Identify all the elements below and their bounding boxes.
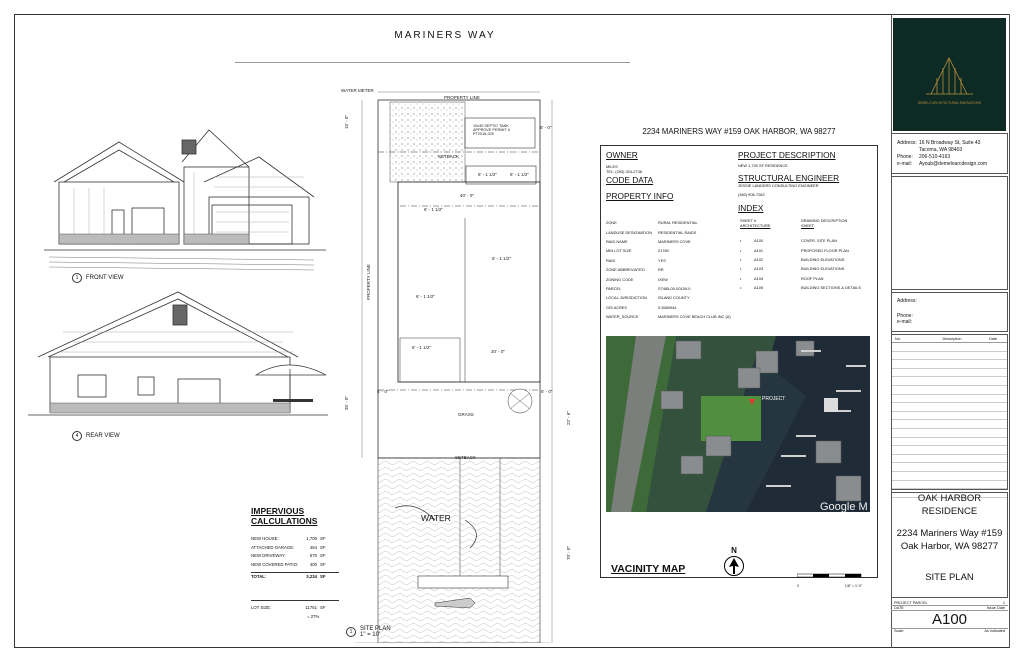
front-view-number: 1 <box>72 273 82 283</box>
engineer-name: JESSIE LANDERS CONSULTING ENGINEER <box>738 183 819 188</box>
project-address: 2234 Mariners Way #159 Oak Harbor, WA 98277 <box>896 528 1003 552</box>
index-row: • A103 BUILDING ELEVATIONS <box>740 266 845 272</box>
setback-lower-label: SETBACK <box>455 455 477 460</box>
site-plan-number: 1 <box>346 627 356 637</box>
dim-left-1: 15' - 0" <box>344 115 349 129</box>
dim-right-3: 70' - 0" <box>566 546 571 560</box>
property-row: ZONE ABBREVIATED RR <box>606 267 664 273</box>
project-address-title: 2234 MARINERS WAY #159 OAK HARBOR, WA 98277 <box>642 127 836 136</box>
property-row: ZONING CODE IXEW <box>606 276 668 282</box>
property-line-left-label: PROPERTY LINE <box>366 264 371 300</box>
firm-name: DEMELO ARCHITECTURAL INNOVATIONS <box>917 101 982 105</box>
street-title: MARINERS WAY <box>394 30 496 41</box>
septic-note: 10x30 SEPTIC TANK APPROVE PERMIT # PT2016-025 <box>473 124 510 136</box>
dim-house-6: 6' - 1 1/2" <box>412 345 431 350</box>
imp-row: NEW COVERED PATIO: 400 SF <box>251 562 326 568</box>
firm-logo <box>893 18 1006 131</box>
imp-row: ATTACHED GARAGE: 464 SF <box>251 544 326 550</box>
imp-total: TOTAL: 3,234 SF <box>251 573 326 579</box>
index-row: • A105 BUILDING SECTIONS & DETAILS <box>740 285 862 291</box>
front-elevation-drawing <box>44 122 326 272</box>
dim-right-setback: 5' - 0" <box>541 389 553 394</box>
property-table <box>606 218 736 321</box>
dim-house-width: 40' - 0" <box>460 193 474 198</box>
property-row: LANDUSE DESIGNATION RESIDENTIAL RAIDS <box>606 229 697 235</box>
firm-logo-icon <box>893 18 1006 131</box>
site-plan-label <box>346 626 391 638</box>
owner-block <box>606 150 731 201</box>
dim-left-2: 35' - 0" <box>344 396 349 410</box>
setback-label: SETBACK <box>438 154 460 159</box>
property-info-heading: PROPERTY INFO <box>606 191 674 201</box>
street-line <box>235 62 630 63</box>
sheet-title: SITE PLAN <box>925 572 974 583</box>
vicinity-map-title: VACINITY MAP <box>611 563 686 575</box>
structural-engineer-heading: STRUCTURAL ENGINEER <box>738 173 840 183</box>
rear-view-number: 4 <box>72 431 82 441</box>
north-arrow <box>723 546 745 582</box>
dim-house-7: 20' - 0" <box>491 349 505 354</box>
dim-house-4: 6' - 1 1/2" <box>492 256 511 261</box>
imp-row: NEW HOUSE: 1,700 SF <box>251 536 326 541</box>
project-name: OAK HARBOR RESIDENCE <box>917 493 982 517</box>
rear-view-title: REAR VIEW <box>86 433 120 439</box>
dim-right-2: 22' - 6" <box>566 411 571 425</box>
map-project-label: PROJECT <box>762 396 786 402</box>
scale-bar <box>797 566 862 588</box>
property-line-label: PROPERTY LINE <box>444 95 480 100</box>
aerial-map-image <box>606 336 870 512</box>
dim-right-1: 5' - 0" <box>540 125 552 130</box>
grass-label: GRASS <box>458 412 474 417</box>
rear-view-label <box>72 431 120 441</box>
client-contact: Phone: e-mail: <box>897 313 913 325</box>
index-row: • A101 PROPOSED FLOOR PLAN <box>740 247 849 253</box>
property-row: RAID YES <box>606 257 666 263</box>
index-header: SHEET # ARCHITECTURE DRAWING DESCRIPTION SHEET <box>740 218 848 228</box>
site-plan-title: SITE PLAN <box>360 626 391 632</box>
project-description-text: NEW 1,700 SF RESIDENCE <box>738 163 788 168</box>
dim-house-3: 6' - 1 1/2" <box>424 207 443 212</box>
front-view-label <box>72 273 124 283</box>
site-plan-scale: 1" = 10' <box>360 632 381 638</box>
owner-name: MILES <box>606 164 618 169</box>
property-row: PARCEL S7485-00-00159-0 <box>606 285 691 291</box>
property-row: RAID NAME MARINERS COVE <box>606 238 691 244</box>
dim-house-2: 6' - 1 1/2" <box>510 172 529 177</box>
index-table <box>740 218 875 292</box>
imp-percent: = 27% <box>307 614 320 620</box>
revision-header: No. Description Date <box>892 335 1007 343</box>
imp-lot-size: LOT SIZE: 11761 SF <box>251 605 326 611</box>
property-row: WATER_SOURCE MARINERS COVE BEACH CLUB INC (A) <box>606 314 731 320</box>
impervious-calculations <box>251 506 371 619</box>
scale-bar-graphic <box>797 573 862 579</box>
property-row: LOCAL JURISDICTION ISLAND COUNTY <box>606 295 690 301</box>
revision-table <box>891 334 1008 490</box>
water-meter-label: WATER METER <box>341 88 374 93</box>
index-row: • A104 ROOF PLAN <box>740 275 824 281</box>
front-view-title: FRONT VIEW <box>86 275 124 281</box>
north-label: N <box>731 546 737 555</box>
water-label: WATER <box>421 513 451 523</box>
aerial-map <box>606 336 870 512</box>
property-row: GIS ACRES 0.2680944 <box>606 304 677 310</box>
dim-left-setback: 5' - 0" <box>377 389 389 394</box>
index-row: • A100 COVER, SITE PLAN <box>740 238 837 244</box>
dim-house-1: 6' - 1 1/2" <box>478 172 497 177</box>
index-row: • A102 BUILDING ELEVATIONS <box>740 256 845 262</box>
index-heading: INDEX <box>738 203 764 213</box>
rear-elevation-drawing <box>28 287 328 427</box>
owner-tel: TEL: (253) 324-2738 <box>606 169 642 174</box>
map-watermark: Google M <box>820 501 868 512</box>
north-arrow-icon <box>723 555 745 577</box>
property-row: MIN LOT SIZE 21780 <box>606 248 669 254</box>
firm-contact: Address: 16 N Broadway St, Suite 43 Tacoma, WA 98403 Phone: 206-510-4163 e-mail: Ayoub@demeloarcdesign.com <box>897 140 988 167</box>
blank-box <box>891 176 1008 290</box>
impervious-title: IMPERVIOUS CALCULATIONS <box>251 506 318 526</box>
site-plan-drawing <box>340 88 570 643</box>
owner-heading: OWNER <box>606 150 638 160</box>
scale-bar-label: 1/8" = 1'-0" <box>844 584 862 588</box>
description-block <box>738 150 873 213</box>
sheet-info: PROJECT PARCEL 1 DATE Issue Date A100 Scale As indicated <box>891 601 1008 647</box>
engineer-tel: (360) 906-7282 <box>738 192 765 197</box>
project-description-heading: PROJECT DESCRIPTION <box>738 150 836 160</box>
client-address-label: Address: <box>897 298 917 304</box>
property-row: ZONE RURAL RESIDENTIAL <box>606 220 698 226</box>
scale-bar-zero: 0 <box>797 584 799 588</box>
imp-row: NEW DRIVEWAY: 670 SF <box>251 553 326 559</box>
dim-house-5: 6' - 1 1/2" <box>416 294 435 299</box>
sheet-number: A100 <box>931 611 968 628</box>
code-data-heading: CODE DATA <box>606 175 654 185</box>
